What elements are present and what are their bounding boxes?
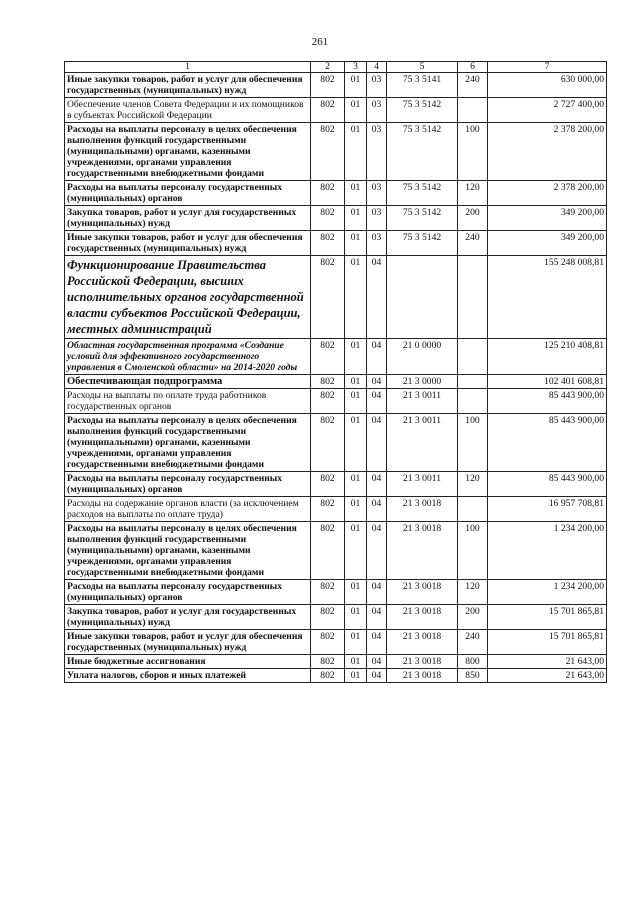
section-code-cell: 01	[345, 669, 367, 683]
subsection-code-cell: 04	[367, 256, 387, 339]
column-header: 3	[345, 62, 367, 73]
target-article-cell: 21 0 0000	[387, 339, 458, 375]
department-code-cell: 802	[311, 98, 345, 123]
department-code-cell: 802	[311, 181, 345, 206]
section-code-cell: 01	[345, 98, 367, 123]
subsection-code-cell: 03	[367, 123, 387, 181]
section-code-cell: 01	[345, 522, 367, 580]
table-row	[65, 123, 607, 181]
department-code-cell: 802	[311, 389, 345, 414]
amount-cell: 85 443 900,00	[488, 472, 607, 497]
department-code-cell: 802	[311, 375, 345, 389]
section-code-cell: 01	[345, 472, 367, 497]
row-name-cell: Иные закупки товаров, работ и услуг для обеспечения государственных (муниципальных) нужд	[65, 630, 311, 655]
table-row	[65, 497, 607, 522]
target-article-cell: 21 3 0018	[387, 630, 458, 655]
table-row	[65, 605, 607, 630]
department-code-cell: 802	[311, 256, 345, 339]
section-code-cell: 01	[345, 375, 367, 389]
row-name-cell: Обеспечивающая подпрограмма	[65, 375, 311, 389]
subsection-code-cell: 03	[367, 181, 387, 206]
section-code-cell: 01	[345, 256, 367, 339]
amount-cell: 15 701 865,81	[488, 605, 607, 630]
department-code-cell: 802	[311, 669, 345, 683]
row-name-cell: Закупка товаров, работ и услуг для государственных (муниципальных) нужд	[65, 206, 311, 231]
target-article-cell: 21 3 0011	[387, 414, 458, 472]
row-name-cell: Расходы на выплаты персоналу в целях обеспечения выполнения функций государственными (муниципальными) органами, казенными учреждениями, органами управления государственными внебюджетными фондами	[65, 123, 311, 181]
row-name-cell: Закупка товаров, работ и услуг для государственных (муниципальных) нужд	[65, 605, 311, 630]
row-name-cell: Расходы на выплаты персоналу в целях обеспечения выполнения функций государственными (муниципальными) органами, казенными учреждениями, органами управления государственными внебюджетными фондами	[65, 414, 311, 472]
expense-type-cell: 120	[458, 580, 488, 605]
department-code-cell: 802	[311, 472, 345, 497]
amount-cell: 15 701 865,81	[488, 630, 607, 655]
department-code-cell: 802	[311, 497, 345, 522]
expense-type-cell: 200	[458, 206, 488, 231]
row-name-cell: Обеспечение членов Совета Федерации и их помощников в субъектах Российской Федерации	[65, 98, 311, 123]
column-header: 5	[387, 62, 458, 73]
subsection-code-cell: 04	[367, 580, 387, 605]
column-header-row	[65, 62, 607, 73]
department-code-cell: 802	[311, 655, 345, 669]
expense-type-cell: 200	[458, 605, 488, 630]
department-code-cell: 802	[311, 73, 345, 98]
subsection-code-cell: 04	[367, 655, 387, 669]
subsection-code-cell: 03	[367, 206, 387, 231]
row-name-cell: Расходы на содержание органов власти (за исключением расходов на выплаты по оплате труда)	[65, 497, 311, 522]
row-name-cell: Расходы на выплаты персоналу государственных (муниципальных) органов	[65, 472, 311, 497]
amount-cell: 349 200,00	[488, 206, 607, 231]
expense-type-cell: 240	[458, 630, 488, 655]
column-header: 6	[458, 62, 488, 73]
amount-cell: 125 210 408,81	[488, 339, 607, 375]
target-article-cell: 21 3 0018	[387, 655, 458, 669]
target-article-cell: 21 3 0011	[387, 472, 458, 497]
amount-cell: 155 248 008,81	[488, 256, 607, 339]
page-number: 261	[311, 36, 329, 48]
row-name-cell: Иные бюджетные ассигнования	[65, 655, 311, 669]
table-row	[65, 389, 607, 414]
department-code-cell: 802	[311, 231, 345, 256]
section-code-cell: 01	[345, 73, 367, 98]
column-header: 4	[367, 62, 387, 73]
table-row	[65, 98, 607, 123]
department-code-cell: 802	[311, 522, 345, 580]
section-code-cell: 01	[345, 339, 367, 375]
department-code-cell: 802	[311, 414, 345, 472]
section-code-cell: 01	[345, 389, 367, 414]
target-article-cell: 75 3 5142	[387, 123, 458, 181]
section-code-cell: 01	[345, 630, 367, 655]
target-article-cell: 21 3 0000	[387, 375, 458, 389]
expense-type-cell	[458, 256, 488, 339]
expense-type-cell: 800	[458, 655, 488, 669]
department-code-cell: 802	[311, 339, 345, 375]
amount-cell: 349 200,00	[488, 231, 607, 256]
target-article-cell: 21 3 0018	[387, 605, 458, 630]
section-code-cell: 01	[345, 414, 367, 472]
subsection-code-cell: 04	[367, 497, 387, 522]
row-name-cell: Иные закупки товаров, работ и услуг для обеспечения государственных (муниципальных) нужд	[65, 73, 311, 98]
expense-type-cell: 850	[458, 669, 488, 683]
amount-cell: 1 234 200,00	[488, 522, 607, 580]
amount-cell: 2 378 200,00	[488, 181, 607, 206]
department-code-cell: 802	[311, 123, 345, 181]
row-name-cell: Иные закупки товаров, работ и услуг для обеспечения государственных (муниципальных) нужд	[65, 231, 311, 256]
section-code-cell: 01	[345, 605, 367, 630]
row-name-cell: Расходы на выплаты персоналу государственных (муниципальных) органов	[65, 580, 311, 605]
column-header: 1	[65, 62, 311, 73]
amount-cell: 1 234 200,00	[488, 580, 607, 605]
expense-type-cell: 120	[458, 181, 488, 206]
section-code-cell: 01	[345, 206, 367, 231]
amount-cell: 85 443 900,00	[488, 389, 607, 414]
expense-type-cell	[458, 497, 488, 522]
target-article-cell: 75 3 5142	[387, 206, 458, 231]
target-article-cell: 75 3 5141	[387, 73, 458, 98]
row-name-cell: Областная государственная программа «Создание условий для эффективного государственного управления в Смоленской области» на 2014-2020 годы	[65, 339, 311, 375]
subsection-code-cell: 03	[367, 231, 387, 256]
amount-cell: 16 957 708,81	[488, 497, 607, 522]
table-row	[65, 655, 607, 669]
target-article-cell: 21 3 0011	[387, 389, 458, 414]
subsection-code-cell: 04	[367, 669, 387, 683]
table-row	[65, 256, 607, 339]
target-article-cell: 75 3 5142	[387, 181, 458, 206]
section-code-cell: 01	[345, 580, 367, 605]
row-name-cell: Уплата налогов, сборов и иных платежей	[65, 669, 311, 683]
target-article-cell: 21 3 0018	[387, 497, 458, 522]
column-header: 7	[488, 62, 607, 73]
expense-type-cell: 100	[458, 414, 488, 472]
table-row	[65, 73, 607, 98]
amount-cell: 2 378 200,00	[488, 123, 607, 181]
row-name-cell: Расходы на выплаты персоналу государственных (муниципальных) органов	[65, 181, 311, 206]
target-article-cell: 21 3 0018	[387, 522, 458, 580]
table-row	[65, 181, 607, 206]
table-row	[65, 414, 607, 472]
department-code-cell: 802	[311, 206, 345, 231]
subsection-code-cell: 03	[367, 98, 387, 123]
section-code-cell: 01	[345, 655, 367, 669]
subsection-code-cell: 03	[367, 73, 387, 98]
department-code-cell: 802	[311, 605, 345, 630]
column-header: 2	[311, 62, 345, 73]
subsection-code-cell: 04	[367, 414, 387, 472]
department-code-cell: 802	[311, 630, 345, 655]
target-article-cell: 75 3 5142	[387, 231, 458, 256]
target-article-cell: 21 3 0018	[387, 669, 458, 683]
table-row	[65, 206, 607, 231]
section-code-cell: 01	[345, 231, 367, 256]
table-row	[65, 669, 607, 683]
table-row	[65, 231, 607, 256]
department-code-cell: 802	[311, 580, 345, 605]
target-article-cell: 75 3 5142	[387, 98, 458, 123]
section-code-cell: 01	[345, 497, 367, 522]
amount-cell: 21 643,00	[488, 655, 607, 669]
expense-type-cell	[458, 98, 488, 123]
expense-type-cell	[458, 389, 488, 414]
table-row	[65, 580, 607, 605]
amount-cell: 21 643,00	[488, 669, 607, 683]
table-row	[65, 630, 607, 655]
subsection-code-cell: 04	[367, 522, 387, 580]
table-row	[65, 472, 607, 497]
amount-cell: 102 401 608,81	[488, 375, 607, 389]
subsection-code-cell: 04	[367, 472, 387, 497]
subsection-code-cell: 04	[367, 339, 387, 375]
expense-type-cell: 100	[458, 522, 488, 580]
section-code-cell: 01	[345, 123, 367, 181]
target-article-cell	[387, 256, 458, 339]
amount-cell: 2 727 400,00	[488, 98, 607, 123]
amount-cell: 85 443 900,00	[488, 414, 607, 472]
expense-type-cell	[458, 375, 488, 389]
subsection-code-cell: 04	[367, 605, 387, 630]
expense-type-cell: 100	[458, 123, 488, 181]
budget-table	[64, 61, 607, 683]
table-row	[65, 339, 607, 375]
amount-cell: 630 000,00	[488, 73, 607, 98]
table-row	[65, 522, 607, 580]
row-name-cell: Расходы на выплаты персоналу в целях обеспечения выполнения функций государственными (муниципальными) органами, казенными учреждениями, органами управления государственными внебюджетными фондами	[65, 522, 311, 580]
row-name-cell: Функционирование Правительства Российской Федерации, высших исполнительных органов государственной власти субъектов Российской Федерации, местных администраций	[65, 256, 311, 339]
expense-type-cell: 120	[458, 472, 488, 497]
table-row	[65, 375, 607, 389]
expense-type-cell: 240	[458, 231, 488, 256]
subsection-code-cell: 04	[367, 375, 387, 389]
expense-type-cell: 240	[458, 73, 488, 98]
target-article-cell: 21 3 0018	[387, 580, 458, 605]
section-code-cell: 01	[345, 181, 367, 206]
expense-type-cell	[458, 339, 488, 375]
row-name-cell: Расходы на выплаты по оплате труда работников государственных органов	[65, 389, 311, 414]
subsection-code-cell: 04	[367, 630, 387, 655]
subsection-code-cell: 04	[367, 389, 387, 414]
